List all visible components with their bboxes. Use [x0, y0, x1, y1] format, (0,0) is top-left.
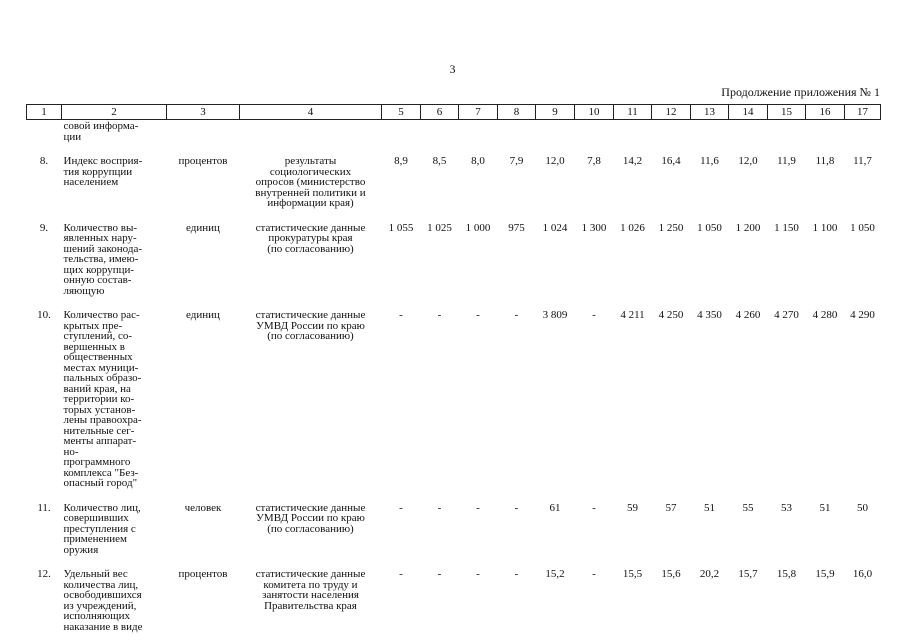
header-cell: 16: [806, 105, 845, 120]
value-cell: 14,2: [622, 155, 643, 167]
value-cell: 11,6: [700, 155, 719, 167]
header-row: [27, 105, 881, 120]
unit-cell: процентов: [178, 155, 228, 167]
continuation-row: [27, 120, 881, 150]
header-cell: 15: [768, 105, 806, 120]
value-cell: 16,0: [852, 568, 873, 580]
row-number: 11.: [37, 501, 51, 514]
empty-cell: [240, 120, 382, 150]
value-cell: 975: [508, 221, 525, 234]
value-cell: 4 350: [697, 309, 722, 321]
indicator-name: Удельный вес количества лиц, освободившихся из учреждений, исполняющих наказание в виде: [63, 568, 143, 633]
value-cell: 7,8: [587, 155, 601, 167]
value-cell: -: [592, 309, 596, 321]
header-cell: 8: [498, 105, 536, 120]
value-cell: 1 250: [658, 221, 684, 234]
header-cell: 1: [27, 105, 62, 120]
value-cell: -: [399, 309, 403, 321]
value-cell: -: [592, 568, 596, 580]
row-number: 9.: [39, 221, 49, 234]
value-cell: 1 050: [697, 221, 722, 234]
value-cell: -: [592, 501, 596, 514]
value-cell: 4 290: [850, 309, 875, 321]
indicator-name: Индекс восприя- тия коррупции населением: [63, 155, 143, 188]
value-cell: -: [514, 309, 519, 321]
value-cell: 12,0: [738, 155, 758, 167]
row-number: 8.: [39, 155, 49, 167]
table-row: [27, 216, 881, 304]
value-cell: 1 025: [427, 221, 452, 234]
row-number: 12.: [37, 568, 51, 580]
value-cell: -: [476, 501, 480, 514]
empty-cell: [691, 120, 729, 150]
value-cell: 57: [665, 501, 677, 514]
value-cell: 4 260: [735, 309, 761, 321]
value-cell: 15,8: [776, 568, 797, 580]
value-cell: 4 211: [620, 309, 645, 321]
value-cell: 15,7: [738, 568, 758, 580]
value-cell: 1 100: [812, 221, 838, 234]
value-cell: 4 250: [658, 309, 684, 321]
value-cell: 12,0: [545, 155, 565, 167]
unit-cell: человек: [184, 501, 222, 514]
value-cell: 50: [857, 501, 868, 514]
empty-cell: [459, 120, 498, 150]
empty-cell: [806, 120, 845, 150]
row-number: 10.: [37, 309, 51, 321]
empty-cell: [167, 120, 240, 150]
table-row: [27, 303, 881, 496]
value-cell: 59: [627, 501, 638, 514]
value-cell: 1 000: [465, 221, 491, 234]
value-cell: 4 280: [812, 309, 838, 321]
empty-cell: [536, 120, 575, 150]
value-cell: 1 026: [620, 221, 645, 234]
value-cell: 16,4: [661, 155, 681, 167]
value-cell: 55: [742, 501, 754, 514]
value-cell: 8,9: [394, 155, 408, 167]
value-cell: -: [514, 568, 519, 580]
empty-cell: [845, 120, 881, 150]
value-cell: -: [399, 568, 403, 580]
value-cell: 3 809: [542, 309, 568, 321]
value-cell: 53: [781, 501, 792, 514]
header-cell: 2: [62, 105, 167, 120]
value-cell: 8,0: [471, 155, 485, 167]
source-cell: результаты социологических опросов (министерство внутренней политики и информации края): [255, 155, 366, 209]
value-cell: 15,9: [815, 568, 835, 580]
source-cell: статистические данные прокуратуры края (по согласованию): [255, 221, 366, 255]
unit-cell: единиц: [186, 309, 220, 321]
value-cell: 8,5: [432, 155, 447, 167]
header-cell: 10: [575, 105, 614, 120]
value-cell: -: [476, 309, 480, 321]
header-cell: 9: [536, 105, 575, 120]
page-number: 3: [449, 62, 456, 76]
indicators-table: [26, 104, 881, 639]
source-cell: статистические данные УМВД России по краю (по согласованию): [255, 501, 366, 535]
continuation-label: Продолжение приложения № 1: [721, 85, 880, 99]
value-cell: -: [399, 501, 403, 514]
value-cell: -: [476, 568, 480, 580]
header-cell: 4: [240, 105, 382, 120]
value-cell: -: [437, 309, 442, 321]
indicator-name: Количество вы- явленных нару- шений законода- тельства, имею- щих коррупци- онную состав- ляющую: [63, 221, 142, 297]
empty-cell: [614, 120, 652, 150]
value-cell: 15,5: [622, 568, 643, 580]
value-cell: -: [437, 568, 442, 580]
table-row: [27, 149, 881, 216]
value-cell: 7,9: [509, 155, 524, 167]
value-cell: 61: [549, 501, 561, 514]
source-cell: статистические данные комитета по труду и занятости населения Правительства края: [255, 568, 366, 612]
value-cell: 15,6: [661, 568, 681, 580]
table-row: [27, 496, 881, 563]
header-cell: 5: [382, 105, 421, 120]
header-cell: 12: [652, 105, 691, 120]
empty-cell: [498, 120, 536, 150]
unit-cell: единиц: [186, 221, 220, 234]
table-row: [27, 562, 881, 639]
value-cell: 4 270: [774, 309, 799, 321]
empty-cell: [382, 120, 421, 150]
header-cell: 6: [421, 105, 459, 120]
value-cell: 20,2: [699, 568, 720, 580]
indicator-name: совой информа- ции: [63, 120, 139, 143]
value-cell: -: [514, 501, 519, 514]
empty-cell: [575, 120, 614, 150]
value-cell: 11,7: [853, 155, 872, 167]
header-cell: 14: [729, 105, 768, 120]
empty-cell: [421, 120, 459, 150]
indicator-name: Количество рас- крытых пре- ступлений, со- вершенных в общественных местах муници- пальных образо- ваний края, на территории ко- торых установ- лены правоохра- нительные сег- менты аппарат- но- программного комплекса "Без- опасный город": [63, 309, 142, 489]
source-cell: статистические данные УМВД России по краю (по согласованию): [255, 309, 366, 342]
indicator-name: Количество лиц, совершивших преступления с применением оружия: [63, 501, 141, 556]
header-cell: 17: [845, 105, 881, 120]
empty-cell: [729, 120, 768, 150]
value-cell: 11,9: [777, 155, 796, 167]
empty-cell: [652, 120, 691, 150]
value-cell: 1 300: [581, 221, 607, 234]
value-cell: 1 055: [388, 221, 414, 234]
value-cell: -: [437, 501, 442, 514]
value-cell: 15,2: [545, 568, 565, 580]
unit-cell: процентов: [178, 568, 228, 580]
empty-cell: [768, 120, 806, 150]
value-cell: 1 200: [735, 221, 761, 234]
value-cell: 51: [704, 501, 715, 514]
header-cell: 3: [167, 105, 240, 120]
value-cell: 1 024: [542, 221, 568, 234]
header-cell: 13: [691, 105, 729, 120]
value-cell: 1 150: [774, 221, 799, 234]
value-cell: 1 050: [850, 221, 875, 234]
value-cell: 51: [819, 501, 831, 514]
row-number: [27, 120, 62, 150]
header-cell: 11: [614, 105, 652, 120]
value-cell: 11,8: [815, 155, 835, 167]
header-cell: 7: [459, 105, 498, 120]
